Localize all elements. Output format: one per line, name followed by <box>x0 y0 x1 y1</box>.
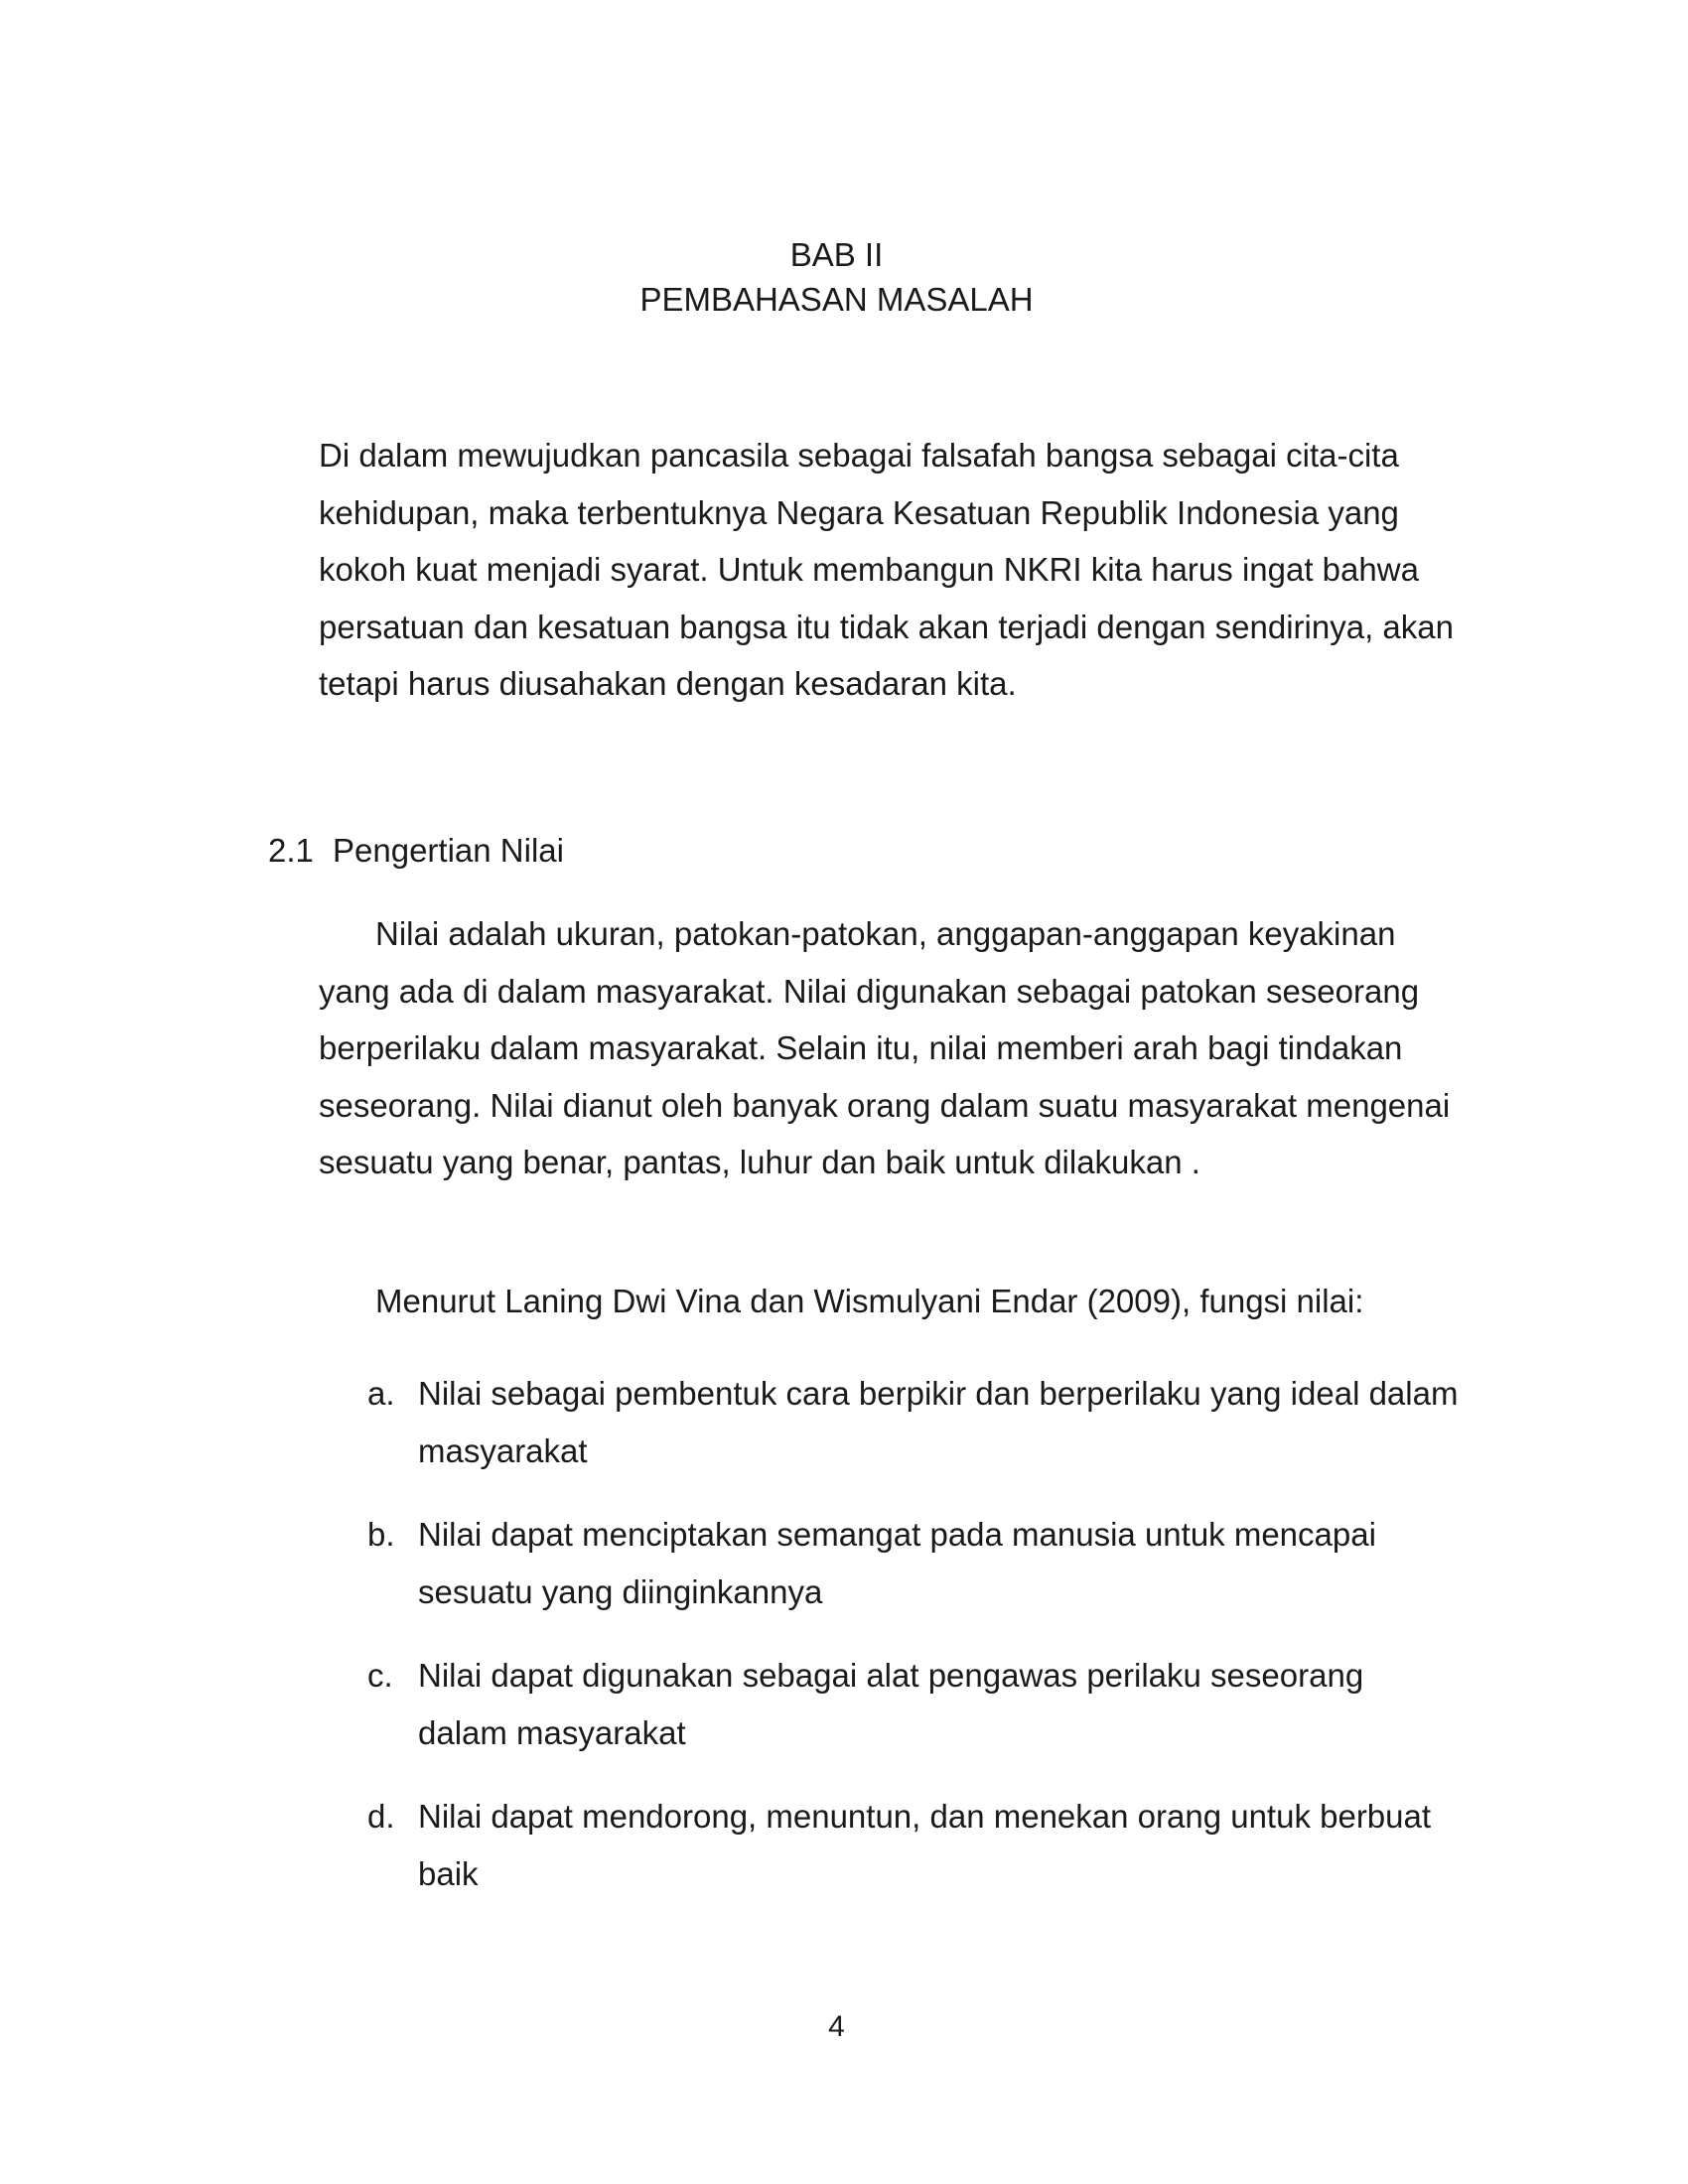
list-item-text: Nilai dapat digunakan sebagai alat pengawas perilaku seseorang dalam masyarakat <box>418 1657 1364 1751</box>
list-item-text: Nilai dapat mendorong, menuntun, dan menekan orang untuk berbuat baik <box>418 1798 1432 1892</box>
section-number: 2.1 <box>268 832 314 869</box>
list-marker: b. <box>367 1516 395 1553</box>
chapter-title: PEMBAHASAN MASALAH <box>639 281 1034 318</box>
list-marker: d. <box>367 1798 395 1835</box>
list-item-text: Nilai dapat menciptakan semangat pada manusia untuk mencapai sesuatu yang diinginkannya <box>418 1516 1376 1610</box>
page-number: 4 <box>828 2010 845 2043</box>
section-paragraph: Nilai adalah ukuran, patokan-patokan, anggapan-anggapan keyakinan yang ada di dalam masyarakat. Nilai digunakan sebagai patokan seseorang berperilaku dalam masyarakat. Selain itu, nilai memberi arah bagi tindakan seseorang. Nilai dianut oleh banyak orang dalam suatu masyarakat mengenai sesuatu yang benar, pantas, luhur dan baik untuk dilakukan . <box>319 915 1451 1180</box>
list-item <box>367 1647 1460 1761</box>
list-item <box>367 1788 1460 1902</box>
section-title: Pengertian Nilai <box>333 832 564 869</box>
list-item <box>367 1365 1460 1479</box>
list-item-text: Nilai sebagai pembentuk cara berpikir dan berperilaku yang ideal dalam masyarakat <box>418 1375 1459 1469</box>
list-item <box>367 1506 1460 1620</box>
list-marker: a. <box>367 1375 395 1412</box>
list-intro: Menurut Laning Dwi Vina dan Wismulyani Endar (2009), fungsi nilai: <box>375 1283 1364 1319</box>
function-list <box>367 1365 1460 1929</box>
intro-paragraph: Di dalam mewujudkan pancasila sebagai falsafah bangsa sebagai cita-cita kehidupan, maka terbentuknya Negara Kesatuan Republik Indonesia yang kokoh kuat menjadi syarat. Untuk membangun NKRI kita harus ingat bahwa persatuan dan kesatuan bangsa itu tidak akan terjadi dengan sendirinya, akan tetapi harus diusahakan dengan kesadaran kita. <box>319 437 1454 702</box>
section-heading <box>268 828 564 873</box>
chapter-heading <box>0 232 1673 322</box>
list-marker: c. <box>367 1657 393 1694</box>
chapter-label: BAB II <box>789 236 884 273</box>
